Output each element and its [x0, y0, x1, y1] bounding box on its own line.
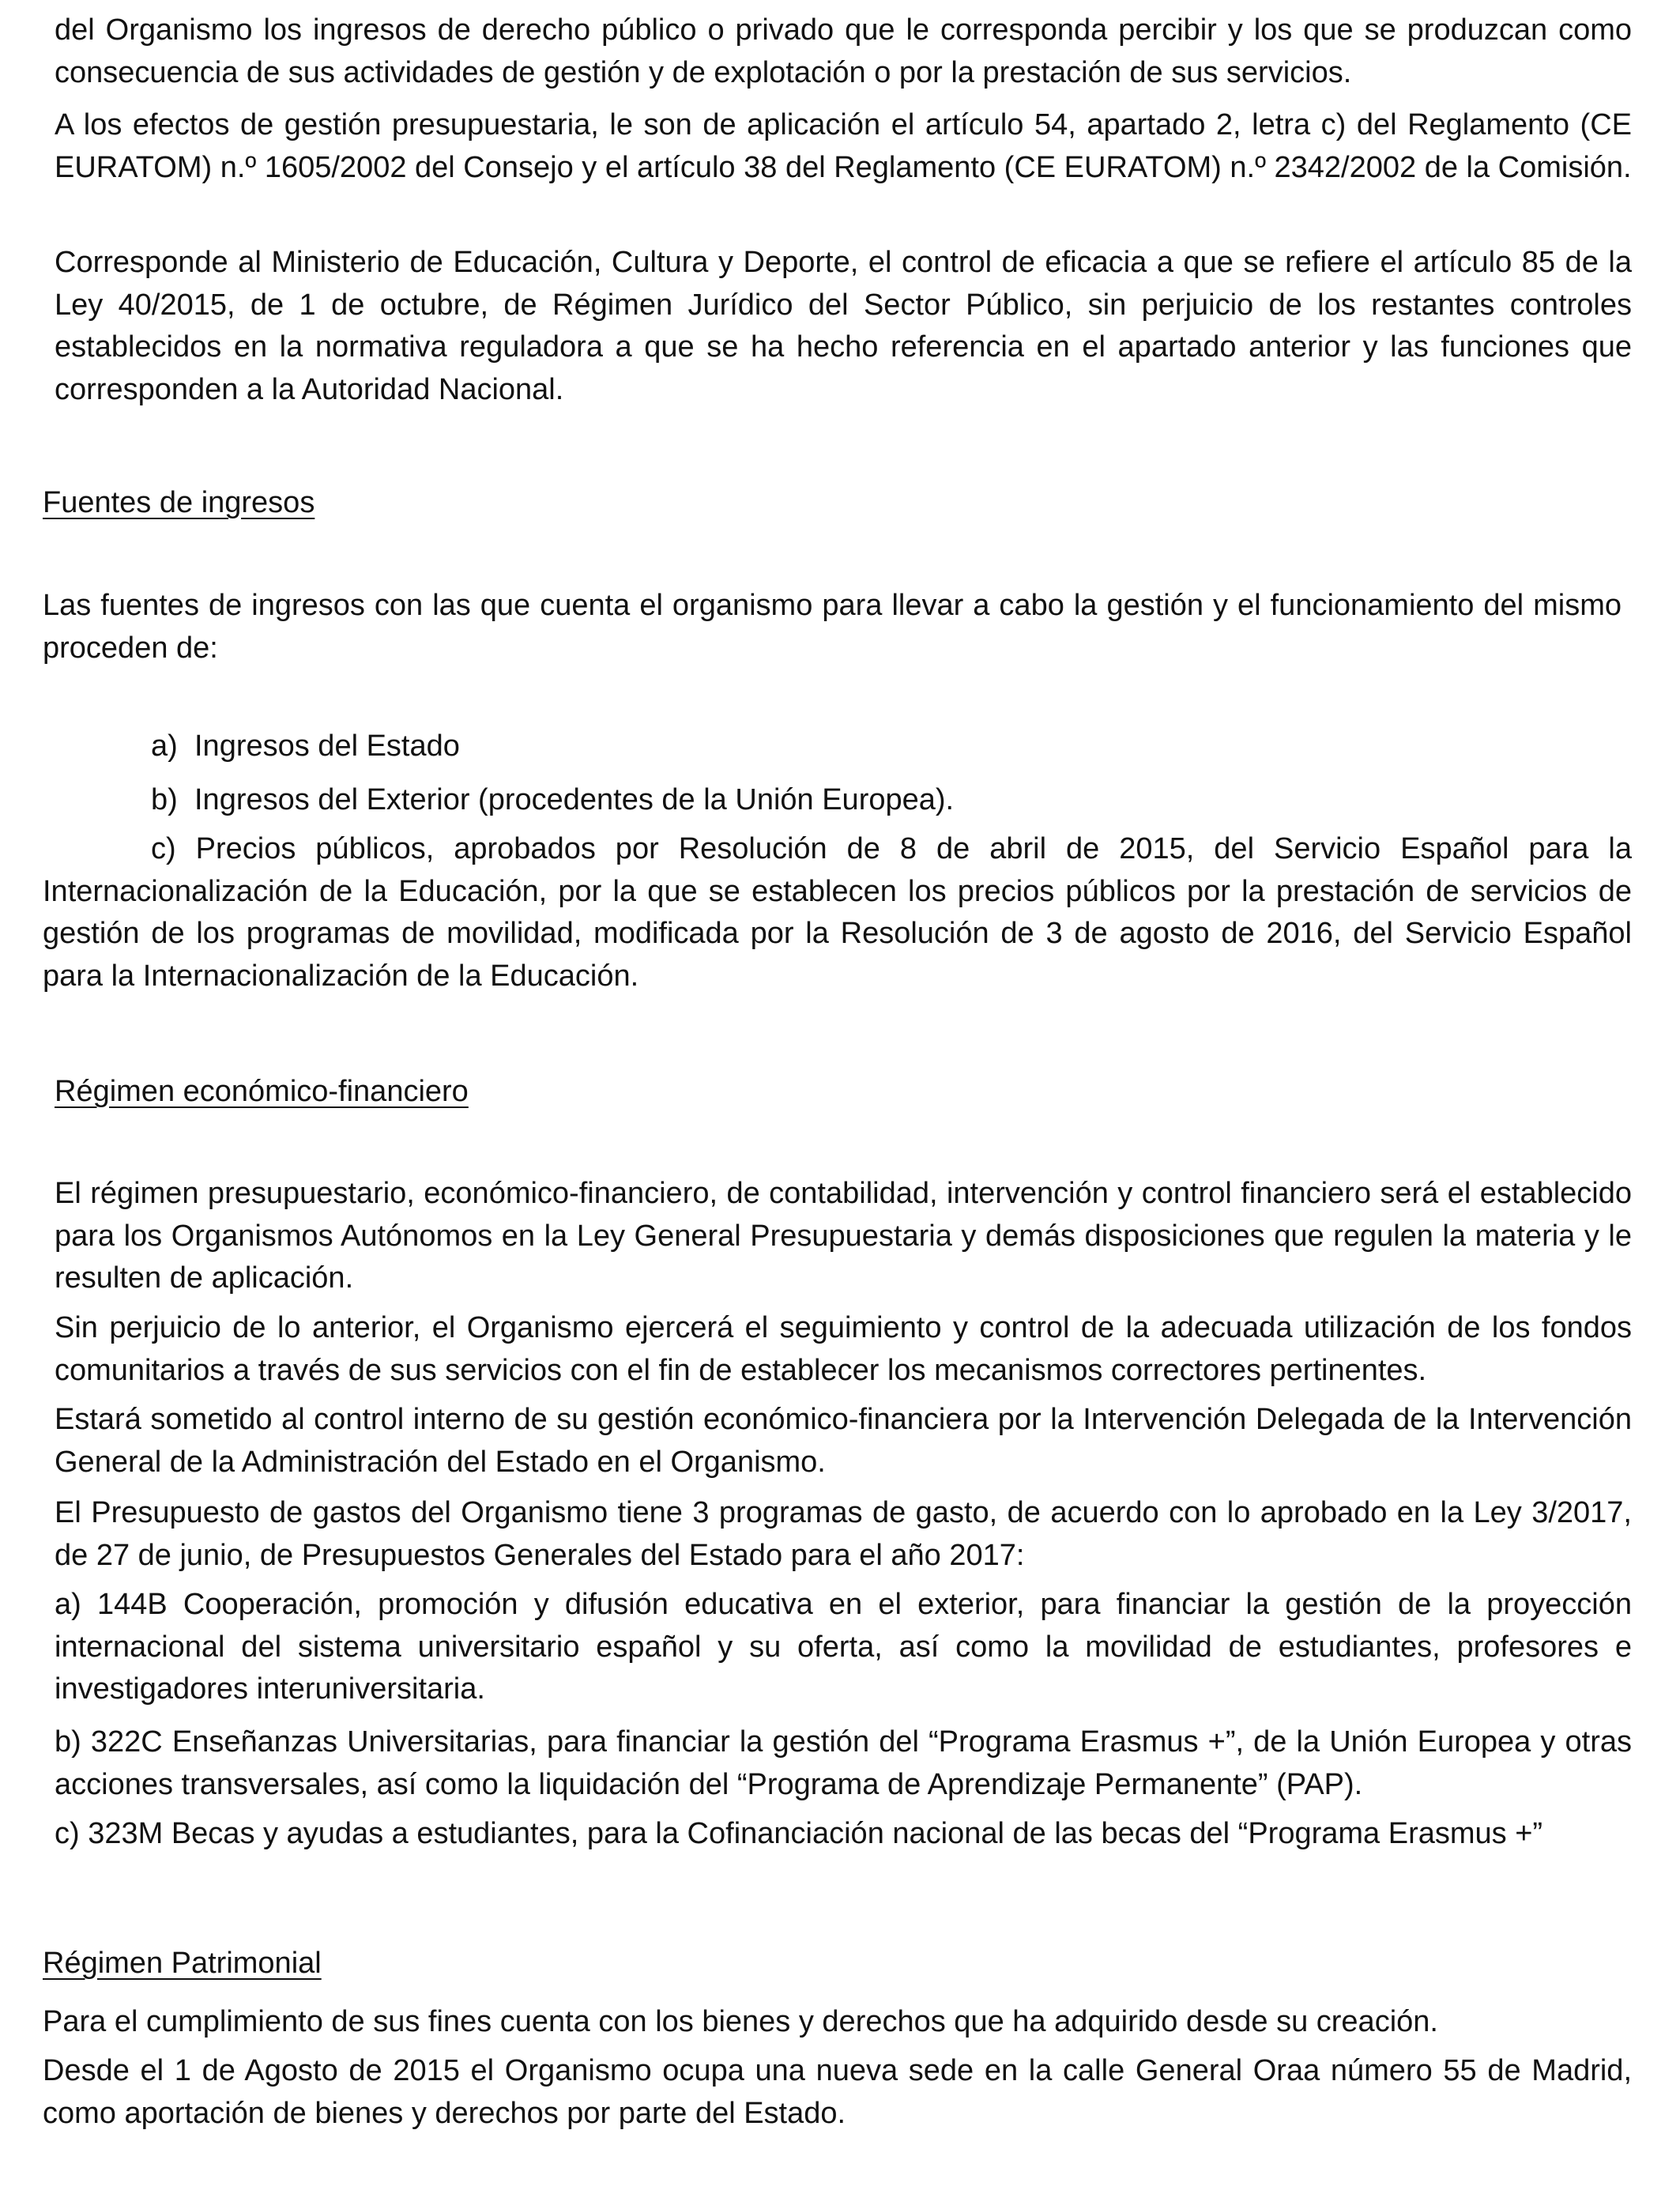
list-marker: a): [151, 729, 178, 763]
section-heading-fuentes: Fuentes de ingresos: [43, 486, 315, 519]
list-item: [151, 726, 460, 768]
regimen-paragraph-1-text: El régimen presupuestario, económico-financiero, de contabilidad, intervención y control financiero será el establecido para los Organismos Autónomos en la Ley General Presupuestaria y demás disposiciones que regulen la materia y le resulten de aplicación.: [55, 1177, 1632, 1295]
programa-323m: [55, 1813, 1632, 1856]
regimen-paragraph-4-text: El Presupuesto de gastos del Organismo tiene 3 programas de gasto, de acuerdo con lo aprobado en la Ley 3/2017, de 27 de junio, de Presupuestos Generales del Estado para el año 2017:: [55, 1496, 1632, 1572]
regimen-paragraph-1: [55, 1173, 1632, 1300]
intro-paragraph-2: [55, 104, 1632, 189]
list-item-text: Ingresos del Estado: [194, 729, 460, 763]
intro-paragraph-2-text: A los efectos de gestión presupuestaria, le son de aplicación el artículo 54, apartado 2, letra c) del Reglamento (CE EURATOM) n.º 1605/2002 del Consejo y el artículo 38 del Reglamento (CE EURATOM) n.º 2342/2002 de la Comisión.: [55, 108, 1632, 184]
regimen-paragraph-3: [55, 1399, 1632, 1483]
patrimonial-paragraph-1-text: Para el cumplimiento de sus fines cuenta con los bienes y derechos que ha adquirido desde su creación.: [43, 2005, 1438, 2038]
intro-paragraph-1-text: del Organismo los ingresos de derecho público o privado que le corresponda percibir y los que se produzcan como consecuencia de sus actividades de gestión y de explotación o por la prestación de sus servicios.: [55, 13, 1632, 89]
intro-paragraph-3-text: Corresponde al Ministerio de Educación, Cultura y Deporte, el control de eficacia a que se refiere el artículo 85 de la Ley 40/2015, de 1 de octubre, de Régimen Jurídico del Sector Público, sin perjuicio de los restantes controles establecidos en la normativa reguladora a que se ha hecho referencia en el apartado anterior y las funciones que corresponden a la Autoridad Nacional.: [55, 246, 1632, 406]
intro-paragraph-1: [55, 9, 1632, 94]
regimen-paragraph-2-text: Sin perjuicio de lo anterior, el Organismo ejercerá el seguimiento y control de la adecuada utilización de los fondos comunitarios a través de sus servicios con el fin de establecer los mecanismos correctores pertinentes.: [55, 1311, 1632, 1387]
list-item-text: Ingresos del Exterior (procedentes de la Unión Europea).: [194, 783, 955, 816]
regimen-paragraph-4: [55, 1492, 1632, 1577]
list-marker: b): [151, 783, 178, 816]
programa-144b: [55, 1584, 1632, 1711]
list-item: [151, 779, 954, 822]
programa-322c: [55, 1721, 1632, 1806]
programa-144b-text: a) 144B Cooperación, promoción y difusión educativa en el exterior, para financiar la gestión de la proyección internacional del sistema universitario español y su oferta, así como la movilidad de estudiantes, profesores e investigadores interuniversitaria.: [55, 1588, 1632, 1706]
patrimonial-paragraph-1: [43, 2001, 1632, 2044]
fuentes-intro: [43, 585, 1622, 669]
patrimonial-paragraph-2: [43, 2050, 1632, 2135]
patrimonial-paragraph-2-text: Desde el 1 de Agosto de 2015 el Organismo ocupa una nueva sede en la calle General Oraa número 55 de Madrid, como aportación de bienes y derechos por parte del Estado.: [43, 2054, 1632, 2130]
regimen-paragraph-3-text: Estará sometido al control interno de su gestión económico-financiera por la Intervención Delegada de la Intervención General de la Administración del Estado en el Organismo.: [55, 1403, 1632, 1479]
fuentes-intro-text: Las fuentes de ingresos con las que cuenta el organismo para llevar a cabo la gestión y el funcionamiento del mismo proceden de:: [43, 589, 1622, 665]
intro-paragraph-3: [55, 242, 1632, 411]
section-heading-regimen-economico: Régimen económico-financiero: [55, 1075, 469, 1108]
fuentes-item-c-text: c) Precios públicos, aprobados por Resolución de 8 de abril de 2015, del Servicio Español para la Internacionalización de la Educación, por la que se establecen los precios públicos por la prestación de servicios de gestión de los programas de movilidad, modificada por la Resolución de 3 de agosto de 2016, del Servicio Español para la Internacionalización de la Educación.: [43, 832, 1632, 993]
fuentes-item-c: [43, 828, 1632, 997]
programa-322c-text: b) 322C Enseñanzas Universitarias, para financiar la gestión del “Programa Erasmus +”, de la Unión Europea y otras acciones transversales, así como la liquidación del “Programa de Aprendizaje Permanente” (PAP).: [55, 1725, 1632, 1801]
programa-323m-text: c) 323M Becas y ayudas a estudiantes, para la Cofinanciación nacional de las becas del “Programa Erasmus +”: [55, 1817, 1543, 1850]
section-heading-regimen-patrimonial: Régimen Patrimonial: [43, 1947, 322, 1980]
regimen-paragraph-2: [55, 1307, 1632, 1392]
